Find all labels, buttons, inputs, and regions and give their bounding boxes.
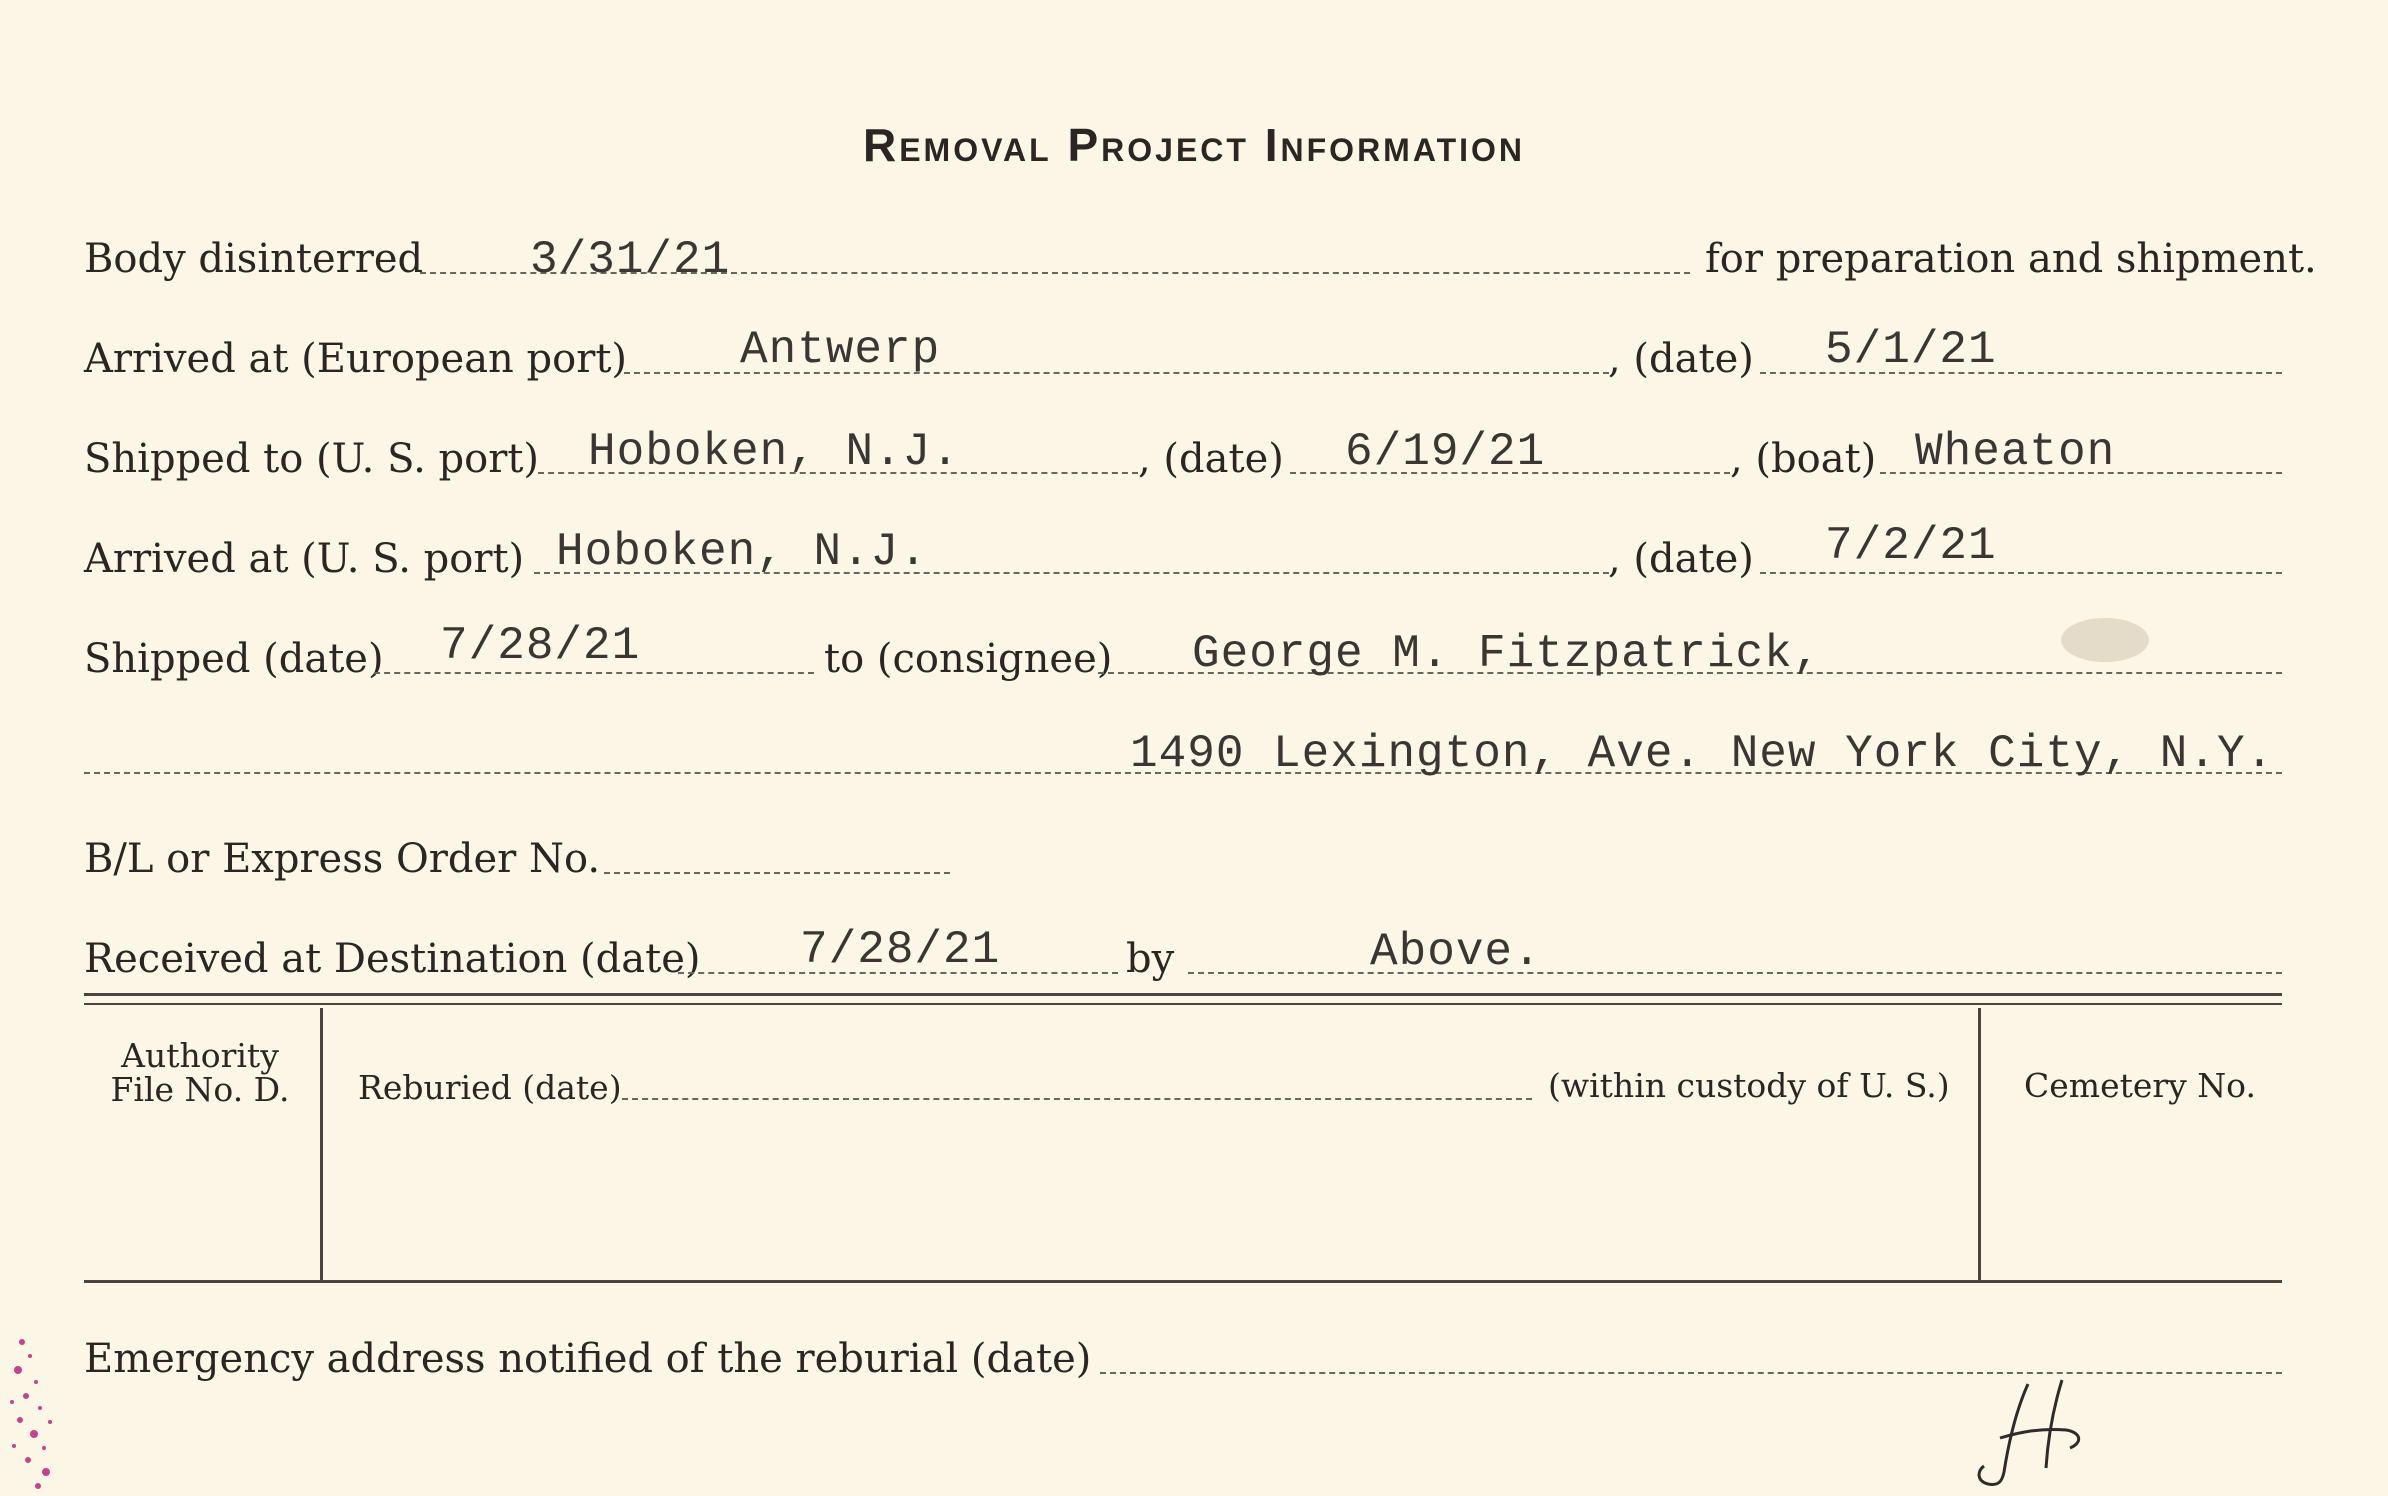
value-consignee-name: George M. Fitzpatrick, xyxy=(1192,628,1822,680)
label-date-european: , (date) xyxy=(1608,336,1754,382)
value-received-by: Above. xyxy=(1370,926,1542,978)
label-file-no: File No. D. xyxy=(110,1070,290,1109)
label-emergency-address: Emergency address notified of the reburial (date) xyxy=(84,1336,1092,1382)
value-disinterred-date: 3/31/21 xyxy=(530,234,731,286)
label-shipped-date: Shipped (date) xyxy=(84,636,384,682)
label-date-us-arrival: , (date) xyxy=(1608,536,1754,582)
label-arrived-us: Arrived at (U. S. port) xyxy=(84,536,525,582)
label-to-consignee: to (consignee) xyxy=(824,636,1113,682)
divider-authority xyxy=(320,1008,323,1280)
value-european-port: Antwerp xyxy=(740,324,941,376)
value-consignee-address: 1490 Lexington, Ave. New York City, N.Y. xyxy=(1130,728,2275,780)
label-reburied-date: Reburied (date) xyxy=(358,1068,622,1107)
double-rule-top xyxy=(84,993,2282,996)
line-us-arrival-date xyxy=(1760,572,2282,574)
value-us-port-arrived: Hoboken, N.J. xyxy=(556,526,928,578)
value-received-date: 7/28/21 xyxy=(800,924,1001,976)
label-bl-express: B/L or Express Order No. xyxy=(84,836,601,882)
label-cemetery-no: Cemetery No. xyxy=(2024,1066,2256,1105)
line-received-by xyxy=(1188,972,2282,974)
divider-cemetery xyxy=(1978,1008,1981,1280)
value-us-arrival-date: 7/2/21 xyxy=(1825,520,1997,572)
label-boat: , (boat) xyxy=(1730,436,1877,482)
ink-speckle-mark xyxy=(0,1330,80,1496)
rule-bottom xyxy=(84,1280,2282,1283)
value-shipped-date: 6/19/21 xyxy=(1345,426,1546,478)
label-received-destination: Received at Destination (date) xyxy=(84,936,701,982)
value-us-port-shipped: Hoboken, N.J. xyxy=(588,426,960,478)
label-date-shipped: , (date) xyxy=(1138,436,1284,482)
label-shipped-to-us: Shipped to (U. S. port) xyxy=(84,436,539,482)
label-body-disinterred: Body disinterred xyxy=(84,236,424,282)
double-rule-bottom xyxy=(84,1003,2282,1005)
label-by: by xyxy=(1126,936,1175,982)
label-prep-shipment: for preparation and shipment. xyxy=(1705,236,2317,282)
line-emergency-date xyxy=(1100,1372,2282,1374)
value-european-date: 5/1/21 xyxy=(1825,324,1997,376)
smudge-mark xyxy=(2050,600,2160,680)
label-within-custody: (within custody of U. S.) xyxy=(1548,1066,1950,1105)
label-authority: Authority xyxy=(121,1036,279,1075)
line-reburied-date xyxy=(622,1098,1532,1100)
line-bl-express xyxy=(604,872,950,874)
card-title: Removal Project Information xyxy=(862,119,1526,171)
label-arrived-european: Arrived at (European port) xyxy=(84,336,628,382)
line-consignee-ship-date xyxy=(374,672,814,674)
value-boat: Wheaton xyxy=(1915,426,2116,478)
handwritten-initial-mark xyxy=(1970,1376,2100,1494)
value-consignee-ship-date: 7/28/21 xyxy=(440,620,641,672)
